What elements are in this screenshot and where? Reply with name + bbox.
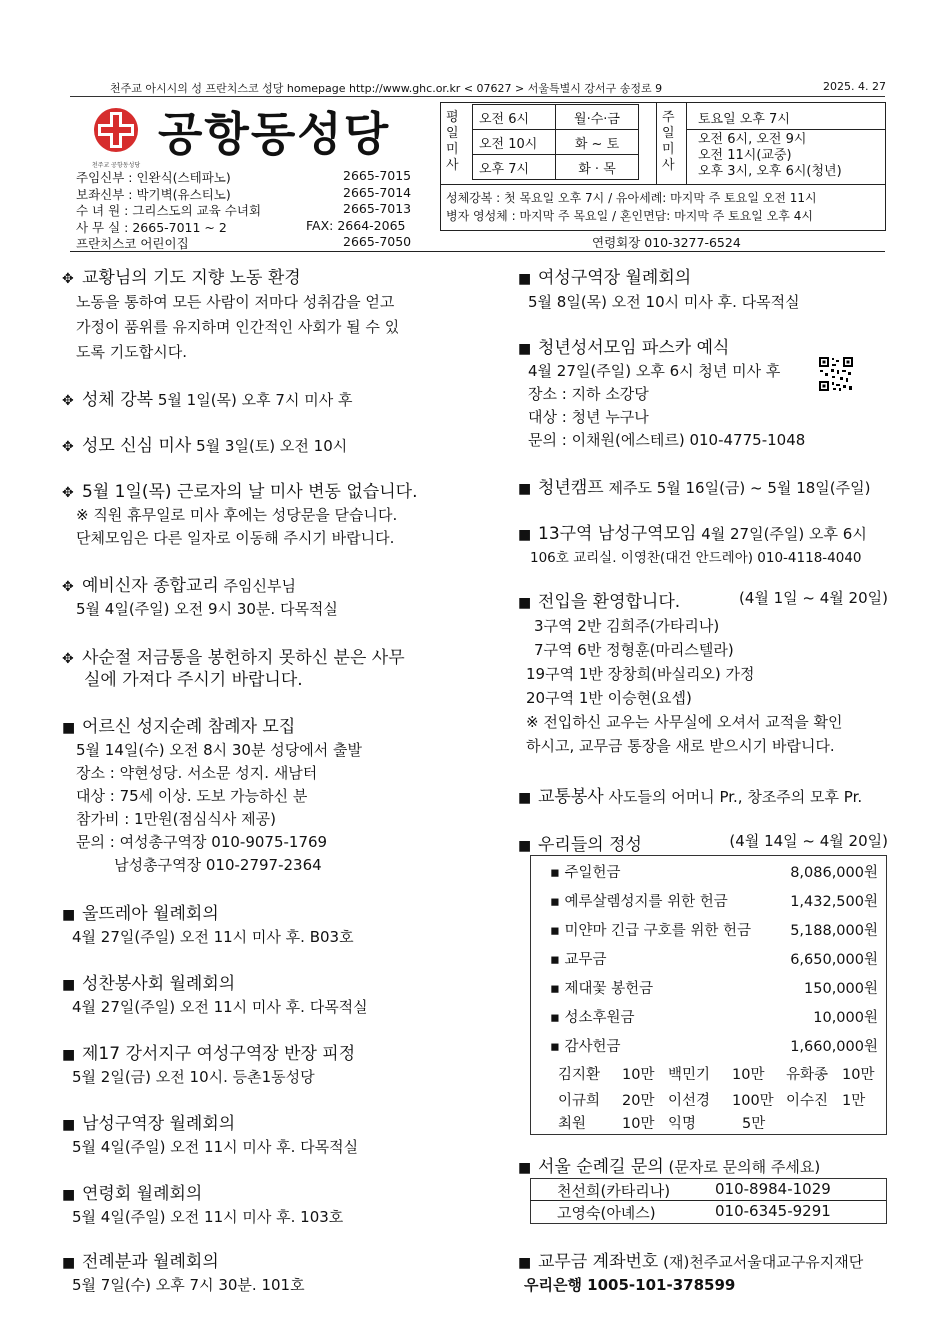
mass-time: 오전 10시 bbox=[473, 130, 556, 155]
section-line: 하시고, 교무금 통장을 새로 받으시기 바랍니다. bbox=[526, 737, 835, 755]
bullet-icon: ✥ bbox=[62, 271, 74, 287]
section-subtitle: 주임신부님 bbox=[218, 577, 296, 595]
bullet-icon: ■ bbox=[518, 790, 532, 806]
section-line: 문의 : 이채원(에스테르) 010-4775-1048 bbox=[528, 431, 806, 449]
bullet-icon: ✥ bbox=[62, 579, 74, 595]
section-title-text: 연령회 월례회의 bbox=[82, 1184, 203, 1204]
offering-row bbox=[550, 890, 878, 911]
section-title bbox=[62, 643, 405, 668]
bullet-icon: ▪ bbox=[550, 865, 565, 881]
notice-eucharist-service bbox=[62, 969, 368, 1019]
offering-row bbox=[550, 948, 878, 969]
contact-line: 연령회장 010-3277-6524 bbox=[592, 235, 741, 250]
donor-name: 최원 bbox=[558, 1116, 587, 1132]
bullet-icon: ■ bbox=[518, 595, 532, 611]
offering-label: 교무금 bbox=[564, 952, 607, 968]
section-line: 4월 27일(주일) 오전 11시 미사 후. 다목적실 bbox=[72, 998, 368, 1016]
offering-amount: 6,650,000원 bbox=[790, 952, 878, 968]
section-line: 5월 4일(주일) 오전 11시 미사 후. 다목적실 bbox=[72, 1138, 359, 1156]
right-column bbox=[518, 263, 898, 1303]
donor-name: 백민기 bbox=[668, 1067, 711, 1083]
section-line: 대상 : 75세 이상. 도보 가능하신 분 bbox=[76, 787, 308, 805]
section-line: 5월 8일(목) 오전 10시 미사 후. 다목적실 bbox=[528, 293, 800, 311]
staff-phone: 2665-7014 bbox=[343, 184, 412, 200]
contact-name: 천선희(카타리나) bbox=[557, 1182, 671, 1200]
bullet-icon: ■ bbox=[518, 838, 532, 854]
staff-role: 보좌신부 : 박기벽(유스티노) bbox=[76, 186, 231, 202]
church-name: 공항동성당 bbox=[158, 107, 391, 161]
sunday-mass-label: 주일미사 bbox=[662, 110, 675, 173]
section-title bbox=[518, 473, 870, 498]
section-title bbox=[518, 333, 805, 358]
donor-row bbox=[558, 1089, 865, 1110]
bullet-icon: ■ bbox=[62, 1047, 76, 1063]
section-title-text: 청년성서모임 파스카 예식 bbox=[538, 338, 730, 358]
section-line: 가정이 품위를 유지하며 인간적인 사회가 될 수 있 bbox=[76, 318, 400, 336]
bullet-icon: ▪ bbox=[550, 981, 565, 997]
section-line: 5월 7일(수) 오후 7시 30분. 101호 bbox=[72, 1276, 305, 1294]
section-title bbox=[518, 587, 888, 612]
weekday-mass-table bbox=[472, 104, 639, 180]
contact-phone: 010-8984-1029 bbox=[715, 1180, 831, 1198]
notice-funeral-society bbox=[62, 1179, 343, 1229]
staff-row bbox=[76, 234, 411, 251]
section-line: ※ 직원 휴무일로 미사 후에는 성당문을 닫습니다. bbox=[76, 506, 398, 524]
section-line: 장소 : 약현성당. 서소문 성지. 새남터 bbox=[76, 764, 318, 782]
section-title bbox=[62, 571, 338, 596]
bullet-icon: ▪ bbox=[550, 1039, 565, 1055]
section-line: 5월 4일(주일) 오전 9시 30분. 다목적실 bbox=[76, 600, 338, 618]
staff-role: 프란치스코 어린이집 bbox=[76, 236, 189, 251]
contact-phone: 010-6345-9291 bbox=[715, 1202, 831, 1220]
mass-divider bbox=[656, 102, 657, 184]
section-title-text: 서울 순례길 문의 bbox=[538, 1157, 664, 1177]
section-title-text: 어르신 성지순례 참례자 모집 bbox=[82, 717, 296, 737]
saturday-mass: 토요일 오후 7시 bbox=[698, 112, 790, 127]
sunday-mass-line: 오후 3시, 오후 6시(청년) bbox=[698, 164, 842, 179]
section-line: 참가비 : 1만원(점심식사 제공) bbox=[76, 810, 276, 828]
bullet-icon: ■ bbox=[62, 720, 76, 736]
notice-catechism bbox=[62, 571, 338, 621]
section-title bbox=[62, 1179, 343, 1204]
section-line: 4월 27일(주일) 오후 6시 청년 미사 후 bbox=[528, 362, 781, 380]
staff-phone: FAX: 2664-2065 bbox=[306, 217, 406, 233]
section-title bbox=[62, 899, 354, 924]
offering-label: 감사헌금 bbox=[564, 1039, 621, 1055]
section-line: 3구역 2반 김희주(가타리나) bbox=[534, 617, 720, 635]
notice-women-district bbox=[518, 263, 800, 312]
notice-marian-mass bbox=[62, 431, 347, 456]
section-title bbox=[62, 1109, 358, 1134]
offering-row bbox=[550, 1006, 878, 1027]
header-bottom-rule bbox=[70, 251, 885, 252]
donor-name: 유화종 bbox=[786, 1067, 829, 1083]
section-line: 남성총구역장 010-2797-2364 bbox=[76, 856, 322, 874]
contact-name: 고영숙(아녜스) bbox=[557, 1204, 656, 1222]
mass-days: 화 · 목 bbox=[556, 155, 639, 180]
offering-row bbox=[550, 1035, 878, 1056]
section-title bbox=[62, 1039, 355, 1064]
offering-amount: 150,000원 bbox=[804, 981, 878, 997]
notice-traffic-service bbox=[518, 782, 862, 807]
notice-small-2: 병자 영성체 : 마지막 주 목요일 / 혼인면담: 마지막 주 토요일 오후 4시 bbox=[446, 209, 813, 223]
section-title-text: 5월 1일(목) 근로자의 날 미사 변동 없습니다. bbox=[82, 482, 418, 502]
section-line: ※ 전입하신 교우는 사무실에 오셔서 교적을 확인 bbox=[526, 713, 843, 731]
section-title bbox=[62, 263, 399, 288]
notice-district13 bbox=[518, 519, 867, 566]
offering-label: 예루살렘성지를 위한 헌금 bbox=[564, 894, 728, 910]
section-line: 4월 27일(주일) 오전 11시 미사 후. B03호 bbox=[72, 928, 354, 946]
notice-prayer bbox=[62, 263, 399, 365]
section-title bbox=[518, 1152, 820, 1177]
staff-role: 수 녀 원 : 그리스도의 교육 수녀회 bbox=[76, 203, 262, 218]
bullet-icon: ✥ bbox=[62, 393, 74, 409]
notice-ultreya bbox=[62, 899, 354, 949]
section-title-text: 13구역 남성구역모임 bbox=[538, 524, 697, 544]
notice-offering-title bbox=[518, 830, 888, 855]
section-title-text: 울뜨레아 월례회의 bbox=[82, 904, 219, 924]
staff-row bbox=[76, 201, 411, 218]
bullet-icon: ■ bbox=[518, 271, 532, 287]
mass-days: 화 ~ 토 bbox=[556, 130, 639, 155]
staff-role: 사 무 실 : 2665-7011 ~ 2 bbox=[76, 219, 227, 235]
section-line: 19구역 1반 장창희(바실리오) 가정 bbox=[526, 665, 755, 683]
account-number: 우리은행 1005-101-378599 bbox=[524, 1276, 736, 1294]
section-title bbox=[518, 519, 867, 544]
bullet-icon: ▪ bbox=[550, 894, 565, 910]
offering-label: 성소후원금 bbox=[564, 1010, 635, 1026]
notice-lent-box bbox=[62, 643, 405, 692]
section-line: 문의 : 여성총구역장 010-9075-1769 bbox=[76, 833, 328, 851]
section-line: 5월 14일(수) 오전 8시 30분 성당에서 출발 bbox=[76, 741, 362, 759]
section-line: 20구역 1반 이승현(요셉) bbox=[526, 689, 692, 707]
offering-label: 주일헌금 bbox=[564, 865, 621, 881]
notice-labor-day bbox=[62, 477, 417, 550]
section-subtitle: 4월 27일(주일) 오후 6시 bbox=[696, 525, 867, 543]
mass-divider bbox=[686, 102, 687, 184]
notice-welcome bbox=[518, 587, 888, 758]
bullet-icon: ■ bbox=[518, 1255, 532, 1271]
mass-row bbox=[473, 130, 639, 155]
bullet-icon: ■ bbox=[518, 341, 532, 357]
donor-amount: 5만 bbox=[742, 1116, 766, 1132]
section-title-text: 여성구역장 월례회의 bbox=[538, 268, 692, 288]
section-title-text: 교황님의 기도 지향 노동 환경 bbox=[82, 268, 301, 288]
section-line: 대상 : 청년 누구나 bbox=[528, 408, 649, 426]
donor-amount: 10만 bbox=[622, 1116, 655, 1132]
sunday-mass-line: 오전 11시(교중) bbox=[698, 148, 792, 163]
staff-phone: 2665-7013 bbox=[343, 201, 412, 216]
offering-amount: 10,000원 bbox=[813, 1010, 878, 1026]
sunday-mass-line: 오전 6시, 오전 9시 bbox=[698, 132, 807, 147]
offering-amount: 1,432,500원 bbox=[790, 894, 878, 910]
offering-row bbox=[550, 861, 878, 882]
notice-retreat bbox=[62, 1039, 355, 1089]
offering-amount: 1,660,000원 bbox=[790, 1039, 878, 1055]
mass-days: 월·수·금 bbox=[556, 105, 639, 130]
donor-amount: 20만 bbox=[622, 1093, 655, 1109]
section-line: 노동을 통하여 모든 사람이 저마다 성취감을 얻고 bbox=[76, 293, 395, 311]
bullet-icon: ▪ bbox=[550, 952, 565, 968]
mass-row bbox=[473, 155, 639, 180]
notice-account bbox=[518, 1247, 863, 1295]
donor-row bbox=[558, 1063, 874, 1084]
offering-row bbox=[550, 919, 878, 940]
donor-amount: 1만 bbox=[842, 1093, 866, 1109]
notice-youth-camp bbox=[518, 473, 870, 498]
notice-seoul-pilgrimage bbox=[518, 1152, 820, 1177]
section-line: 실에 가져다 주시기 바랍니다. bbox=[84, 670, 303, 690]
bullet-icon: ■ bbox=[62, 1255, 76, 1271]
notice-pascha bbox=[518, 333, 805, 452]
notice-liturgy bbox=[62, 1247, 305, 1297]
section-line: 장소 : 지하 소강당 bbox=[528, 385, 649, 403]
bullet-icon: ✥ bbox=[62, 439, 74, 455]
section-title bbox=[518, 263, 800, 288]
notice-benediction bbox=[62, 385, 352, 410]
section-line: 5월 2일(금) 오전 10시. 등촌1동성당 bbox=[72, 1068, 315, 1086]
church-logo bbox=[88, 104, 144, 169]
notice-men-district bbox=[62, 1109, 358, 1159]
donor-amount: 10만 bbox=[732, 1067, 765, 1083]
bullet-icon: ■ bbox=[518, 1160, 532, 1176]
logo-caption: 천주교 공항동성당 bbox=[91, 162, 141, 169]
donor-name: 김지환 bbox=[558, 1067, 601, 1083]
section-title-text: 청년캠프 bbox=[538, 478, 604, 498]
donor-row bbox=[558, 1112, 796, 1133]
donor-amount: 10만 bbox=[842, 1067, 875, 1083]
section-title-text: 남성구역장 월례회의 bbox=[82, 1114, 236, 1134]
section-title bbox=[62, 385, 352, 410]
section-title-text: 전례분과 월례회의 bbox=[82, 1252, 219, 1272]
section-subtitle: (문자로 문의해 주세요) bbox=[663, 1158, 821, 1176]
offering-label: 제대꽃 봉헌금 bbox=[564, 981, 654, 997]
bullet-icon: ▪ bbox=[550, 1010, 565, 1026]
staff-row bbox=[76, 185, 411, 202]
section-period: (4월 1일 ~ 4월 20일) bbox=[738, 589, 888, 607]
donor-name: 이규희 bbox=[558, 1093, 601, 1109]
staff-row bbox=[76, 218, 411, 235]
section-line: 단체모임은 다른 일자로 이동해 주시기 바랍니다. bbox=[76, 529, 395, 547]
section-title bbox=[518, 782, 862, 807]
section-title-text: 성찬봉사회 월례회의 bbox=[82, 974, 236, 994]
donor-name: 이수진 bbox=[786, 1093, 829, 1109]
weekday-mass-label: 평일미사 bbox=[446, 110, 459, 173]
bullet-icon: ■ bbox=[62, 1117, 76, 1133]
section-subtitle: 제주도 5월 16일(금) ~ 5월 18일(주일) bbox=[603, 479, 871, 497]
section-title bbox=[518, 1247, 863, 1272]
section-title bbox=[518, 830, 888, 855]
section-line: 도록 기도합시다. bbox=[76, 343, 187, 361]
staff-list bbox=[76, 168, 411, 251]
mass-time: 오후 7시 bbox=[473, 155, 556, 180]
bullet-icon: ■ bbox=[62, 907, 76, 923]
mass-time: 오전 6시 bbox=[473, 105, 556, 130]
section-title-text: 교통봉사 bbox=[538, 787, 604, 807]
staff-row bbox=[76, 168, 411, 185]
donor-name: 이선경 bbox=[668, 1093, 711, 1109]
staff-role: 주임신부 : 인완식(스테파노) bbox=[76, 170, 231, 185]
bullet-icon: ✥ bbox=[62, 485, 74, 501]
bullet-icon: ■ bbox=[518, 527, 532, 543]
notice-small-1: 성체강복 : 첫 목요일 오후 7시 / 유아세례: 마지막 주 토요일 오전 11시 bbox=[446, 191, 817, 205]
offering-amount: 5,188,000원 bbox=[790, 923, 878, 939]
qr-code-icon[interactable] bbox=[818, 356, 854, 392]
section-period: (4월 14일 ~ 4월 20일) bbox=[729, 832, 888, 850]
bullet-icon: ■ bbox=[62, 977, 76, 993]
section-title bbox=[62, 969, 368, 994]
donor-amount: 10만 bbox=[622, 1067, 655, 1083]
section-subtitle: (재)천주교서울대교구유지재단 bbox=[658, 1253, 864, 1271]
staff-phone: 2665-7015 bbox=[343, 168, 412, 183]
section-title bbox=[62, 431, 347, 456]
section-title-text: 교무금 계좌번호 bbox=[538, 1252, 659, 1272]
issue-date: 2025. 4. 27 bbox=[823, 80, 886, 93]
header-top-line: 천주교 아시시의 성 프란치스코 성당 homepage http://www.ghc.or.kr < 07627 > 서울특별시 강서구 송정로 9 bbox=[110, 82, 663, 95]
bullet-icon: ■ bbox=[62, 1187, 76, 1203]
section-subtitle: 5월 1일(목) 오후 7시 미사 후 bbox=[153, 391, 353, 409]
section-title-text: 성모 신심 미사 bbox=[82, 436, 192, 456]
bullet-icon: ✥ bbox=[62, 651, 74, 667]
section-subtitle: 사도들의 어머니 Pr., 창조주의 모후 Pr. bbox=[603, 788, 863, 806]
section-title bbox=[62, 1247, 305, 1272]
section-title-text: 제17 강서지구 여성구역장 반장 피정 bbox=[82, 1044, 356, 1064]
sunday-mass-times bbox=[698, 132, 842, 180]
offering-amount: 8,086,000원 bbox=[790, 865, 878, 881]
section-line: 5월 4일(주일) 오전 11시 미사 후. 103호 bbox=[72, 1208, 344, 1226]
donor-amount: 100만 bbox=[732, 1093, 774, 1109]
section-title bbox=[62, 477, 417, 502]
section-title-text: 성체 강복 bbox=[82, 390, 154, 410]
section-title-text: 예비신자 종합교리 bbox=[82, 576, 219, 596]
bullet-icon: ■ bbox=[518, 481, 532, 497]
section-title-text: 우리들의 정성 bbox=[538, 835, 642, 855]
offering-label: 미얀마 긴급 구호를 위한 헌금 bbox=[564, 923, 751, 939]
section-line: 7구역 6반 정형훈(마리스텔라) bbox=[534, 641, 734, 659]
notice-pilgrimage-elders bbox=[62, 712, 362, 877]
offering-row bbox=[550, 977, 878, 998]
header-rule bbox=[70, 96, 885, 97]
bullet-icon: ▪ bbox=[550, 923, 565, 939]
section-line: 106호 교리실. 이영찬(대건 안드레아) 010-4118-4040 bbox=[530, 550, 862, 566]
mass-rule bbox=[440, 184, 885, 185]
section-subtitle: 5월 3일(토) 오전 10시 bbox=[191, 437, 348, 455]
section-title-text: 사순절 저금통을 봉헌하지 못하신 분은 사무 bbox=[82, 648, 405, 668]
section-title bbox=[62, 712, 362, 737]
staff-phone: 2665-7050 bbox=[343, 234, 412, 249]
mass-rule bbox=[686, 129, 885, 130]
section-title-text: 전입을 환영합니다. bbox=[538, 592, 681, 612]
donor-name: 익명 bbox=[668, 1116, 697, 1132]
mass-row bbox=[473, 105, 639, 130]
